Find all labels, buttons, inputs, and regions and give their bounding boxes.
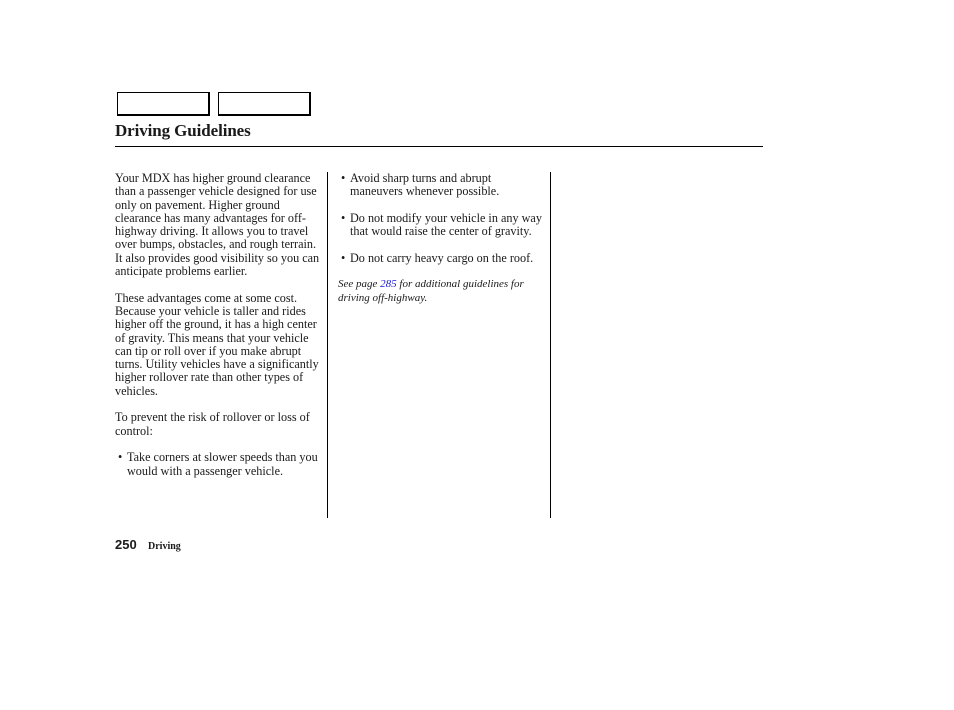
- paragraph-prevent-rollover: To prevent the risk of rollover or loss of control:: [115, 410, 310, 438]
- bullet-list-left: [115, 451, 325, 478]
- column-divider-1: [327, 172, 328, 518]
- paragraph-ground-clearance: Your MDX has higher ground clearance than a passenger vehicle designed for use only on pavement. Higher ground clearance has many advantages for off-highway driving. It allows you to travel over bumps, obstacles, and rough terrain. It also provides good visibility so you can anticipate problems earlier.: [115, 171, 320, 279]
- text-column-middle: [338, 172, 543, 305]
- nav-tab-box-1[interactable]: [117, 92, 210, 116]
- page-title: Driving Guidelines: [115, 121, 251, 140]
- nav-tab-box-2[interactable]: [218, 92, 311, 116]
- bullet-list-middle: [338, 172, 543, 265]
- bullet-item: • Avoid sharp turns and abrupt maneuvers whenever possible.: [338, 172, 543, 199]
- note-suffix: for additional guidelines for driving off-highway.: [338, 278, 524, 304]
- footer-section-label: Driving: [148, 541, 181, 552]
- see-page-note: [338, 278, 543, 305]
- page-number: 250: [115, 537, 137, 552]
- paragraph-rollover-cost: These advantages come at some cost. Because your vehicle is taller and rides higher off the ground, it has a high center of gravity. This means that your vehicle can tip or roll over if you make abrupt turns. Utility vehicles have a significantly higher rollover rate than other types of vehicles.: [115, 290, 319, 398]
- title-divider: [115, 146, 763, 147]
- page-reference-link[interactable]: 285: [380, 278, 397, 291]
- bullet-item: • Do not modify your vehicle in any way that would raise the center of gravity.: [338, 212, 543, 239]
- bullet-item: • Take corners at slower speeds than you would with a passenger vehicle.: [115, 451, 325, 478]
- text-column-left: [115, 172, 325, 491]
- bullet-item: • Do not carry heavy cargo on the roof.: [338, 252, 543, 265]
- note-prefix: See page: [338, 278, 381, 291]
- column-divider-2: [550, 172, 551, 518]
